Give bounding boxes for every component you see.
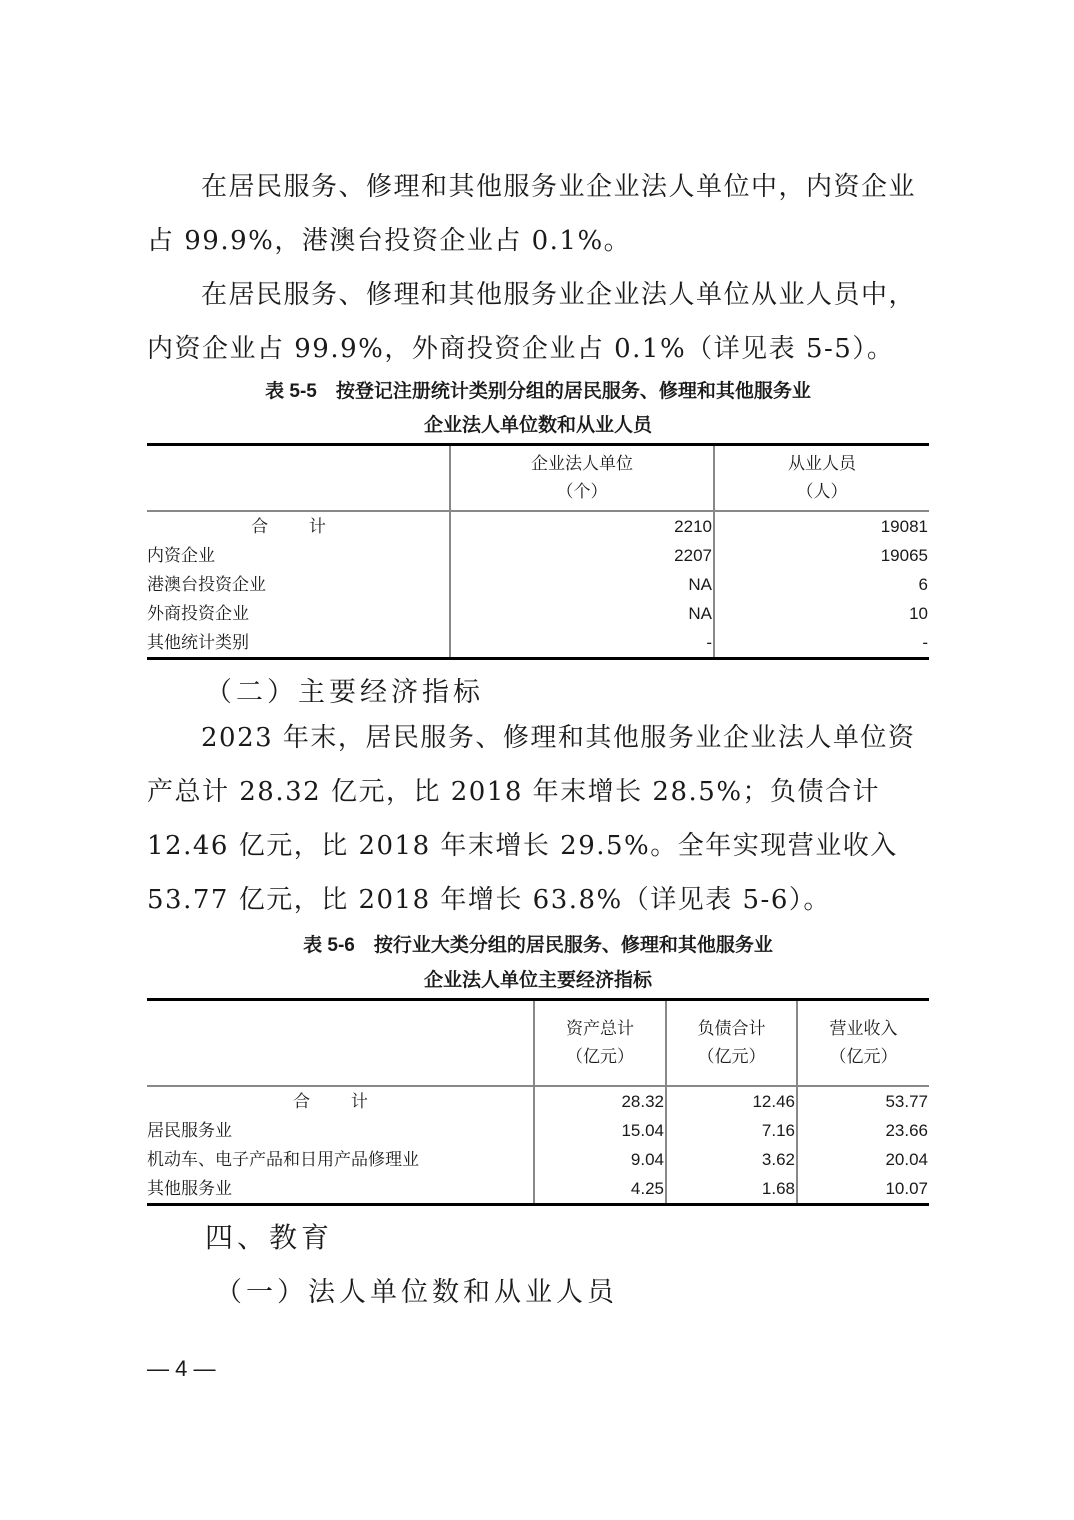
cell-units: 2210 (450, 511, 714, 541)
table-row (147, 1174, 929, 1205)
table-row (147, 628, 929, 659)
row-label: 港澳台投资企业 (147, 575, 266, 594)
cell-units: NA (450, 599, 714, 628)
cell-revenue: 23.66 (797, 1116, 929, 1145)
cell-liabilities: 1.68 (666, 1174, 797, 1205)
row-label: 内资企业 (147, 546, 215, 565)
header-blank (147, 1000, 534, 1087)
row-label: 其他服务业 (147, 1174, 534, 1205)
subsection-heading-units-employees: （一）法人单位数和从业人员 (215, 1277, 618, 1308)
cell-employees: 19081 (714, 511, 929, 541)
table-5-5 (147, 443, 929, 660)
row-label: 合 计 (251, 517, 344, 536)
header-total-liabilities: 负债合计 （亿元） (666, 1000, 797, 1087)
table-5-6-caption-line1: 表 5-6 按行业大类分组的居民服务、修理和其他服务业 (303, 935, 773, 956)
cell-employees: 10 (714, 599, 929, 628)
row-label: 外商投资企业 (147, 604, 249, 623)
row-label: 机动车、电子产品和日用产品修理业 (147, 1150, 419, 1169)
header-blank (147, 445, 450, 512)
cell-assets: 15.04 (534, 1116, 666, 1145)
cell-assets: 28.32 (534, 1086, 666, 1116)
header-legal-units: 企业法人单位 （个） (450, 445, 714, 512)
header-employees: 从业人员 （人） (714, 445, 929, 512)
table-row (147, 1145, 929, 1174)
table-header-row (147, 445, 929, 512)
table-row-total (147, 1086, 929, 1116)
paragraph-employees-share: 在居民服务、修理和其他服务业企业法人单位从业人员中，内资企业占 99.9%，外商投资企业占 0.1%（详见表 5-5）。 (147, 280, 917, 364)
cell-assets: 9.04 (534, 1145, 666, 1174)
cell-assets: 4.25 (534, 1174, 666, 1205)
cell-units: - (450, 628, 714, 659)
cell-employees: 6 (714, 570, 929, 599)
table-header-row (147, 1000, 929, 1087)
cell-employees: - (714, 628, 929, 659)
section-heading-economic-indicators: （二）主要经济指标 (205, 677, 484, 708)
cell-units: 2207 (450, 541, 714, 570)
section-heading-education: 四、教育 (205, 1221, 334, 1254)
cell-liabilities: 3.62 (666, 1145, 797, 1174)
paragraph-domestic-units-share: 在居民服务、修理和其他服务业企业法人单位中，内资企业占 99.9%，港澳台投资企业占 0.1%。 (147, 172, 917, 256)
row-label: 合 计 (293, 1092, 386, 1111)
table-5-6-caption-line2: 企业法人单位主要经济指标 (423, 970, 652, 991)
table-5-6 (147, 998, 929, 1206)
paragraph-economic-indicators: 2023 年末，居民服务、修理和其他服务业企业法人单位资产总计 28.32 亿元，比 2018 年末增长 28.5%；负债合计 12.46 亿元，比 2018 年末增长 29.5%。全年实现营业收入 53.77 亿元，比 2018 年增长 63.8%（详见表 5-6）。 (147, 723, 916, 915)
table-row (147, 1116, 929, 1145)
header-total-assets: 资产总计 （亿元） (534, 1000, 666, 1087)
table-row (147, 599, 929, 628)
cell-units: NA (450, 570, 714, 599)
table-row-total (147, 511, 929, 541)
table-row (147, 541, 929, 570)
row-label: 其他统计类别 (147, 628, 450, 659)
cell-revenue: 53.77 (797, 1086, 929, 1116)
table-row (147, 570, 929, 599)
cell-revenue: 10.07 (797, 1174, 929, 1205)
header-operating-revenue: 营业收入 （亿元） (797, 1000, 929, 1087)
table-5-5-caption-line2: 企业法人单位数和从业人员 (423, 415, 652, 436)
table-5-5-caption-line1: 表 5-5 按登记注册统计类别分组的居民服务、修理和其他服务业 (265, 381, 811, 402)
page-number: — 4 — (147, 1356, 216, 1381)
row-label: 居民服务业 (147, 1121, 232, 1140)
cell-employees: 19065 (714, 541, 929, 570)
cell-liabilities: 12.46 (666, 1086, 797, 1116)
cell-revenue: 20.04 (797, 1145, 929, 1174)
cell-liabilities: 7.16 (666, 1116, 797, 1145)
